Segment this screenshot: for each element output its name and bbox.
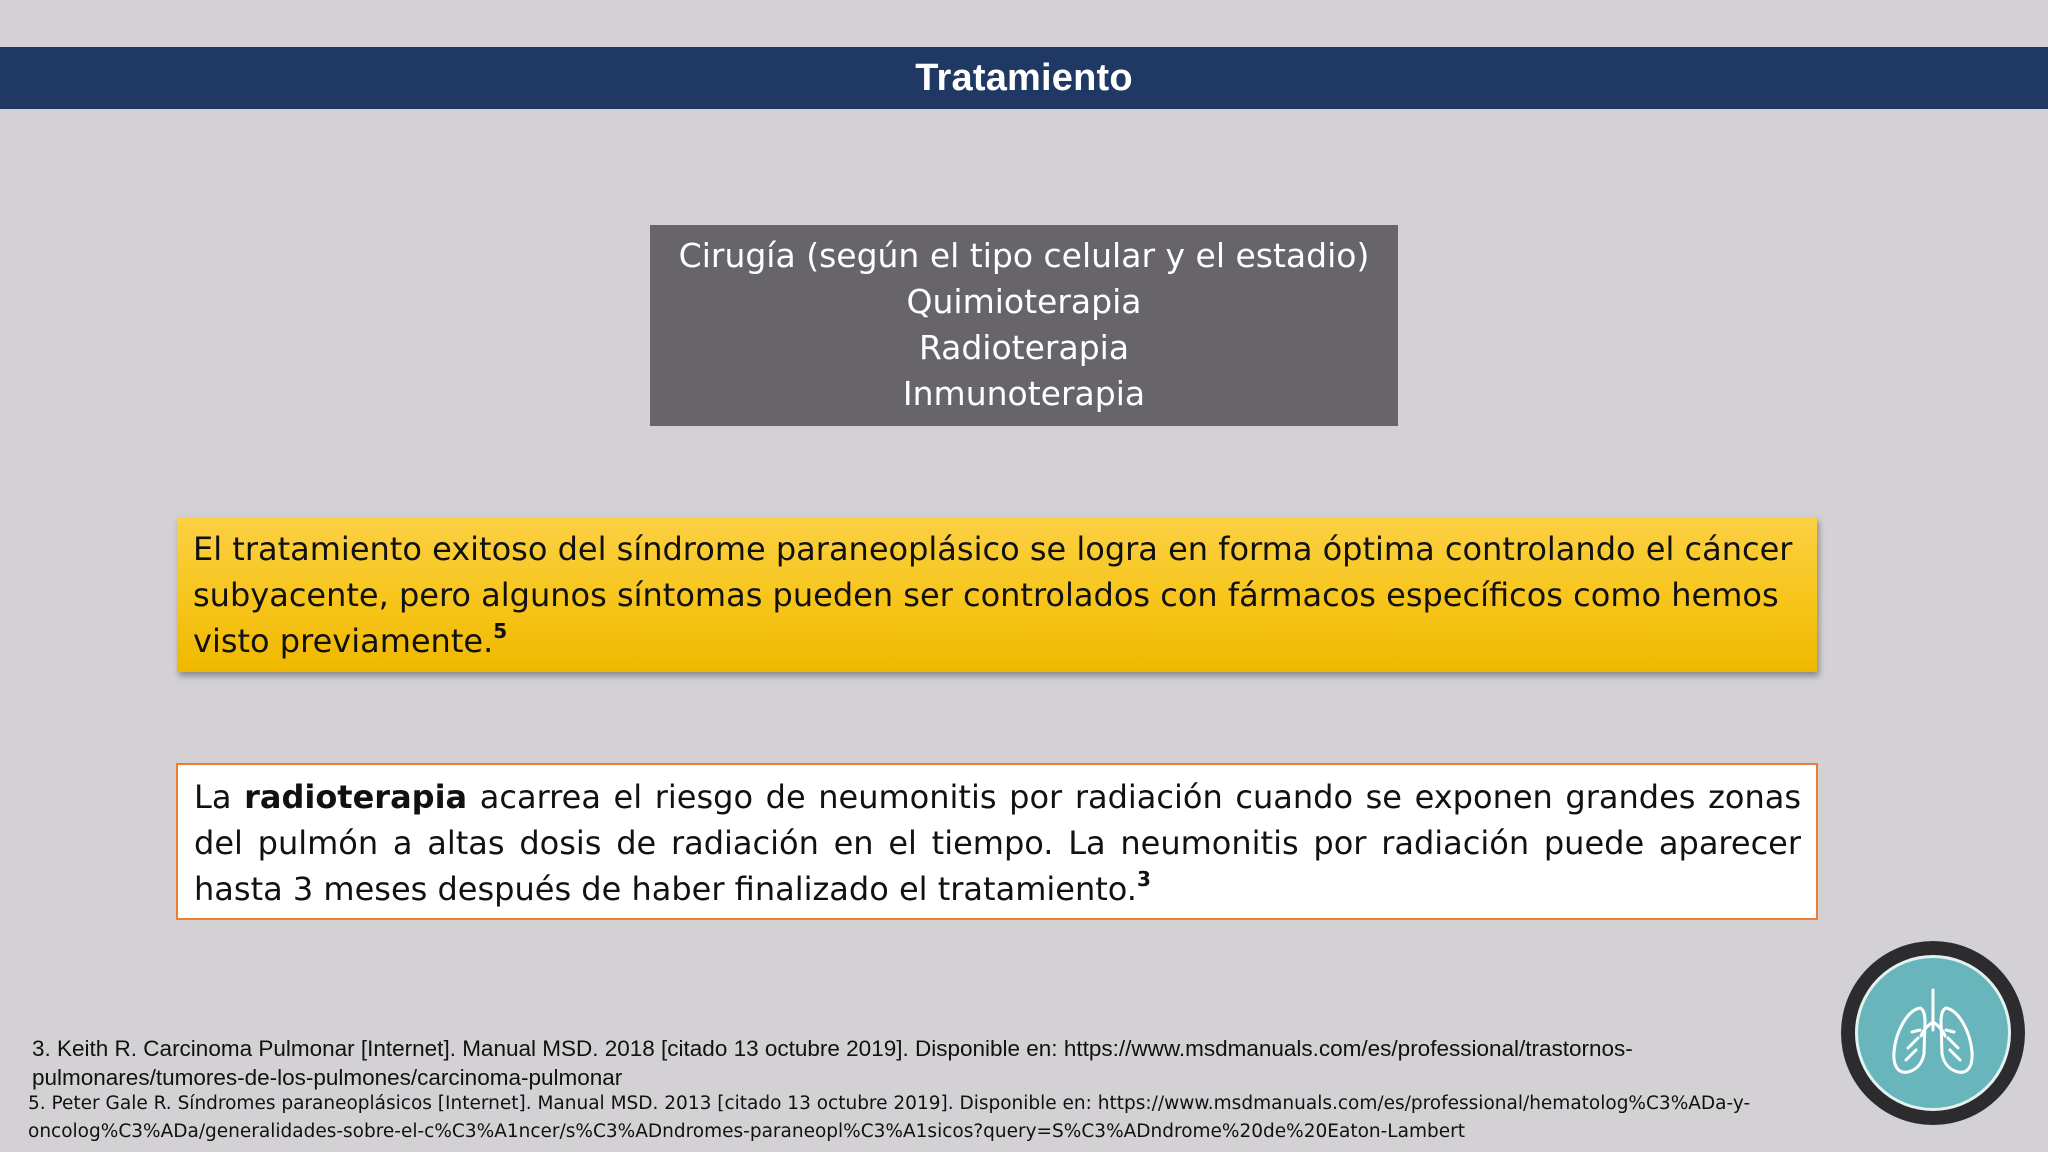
option-immunotherapy: Inmunoterapia bbox=[902, 374, 1146, 413]
note-text: acarrea el riesgo de neumonitis por radiación cuando se exponen grandes zonas del pulmón a altas dosis de radiación en el tiempo. La neumonitis por radiación puede aparecer hasta 3 meses después de haber finalizado el tratamiento. bbox=[194, 778, 1802, 908]
option-radiotherapy: Radioterapia bbox=[918, 328, 1130, 367]
option-chemotherapy: Quimioterapia bbox=[906, 282, 1142, 321]
note-lead: La bbox=[194, 778, 232, 816]
highlight-citation: 5 bbox=[493, 619, 508, 643]
highlight-text: El tratamiento exitoso del síndrome paraneoplásico se logra en forma óptima controlando el cáncer subyacente, pero algunos síntomas pueden ser controlados con fármacos específicos como hemos visto previamente. bbox=[193, 530, 1793, 660]
note-bold-term: radioterapia bbox=[244, 778, 468, 816]
logo-inner bbox=[1855, 955, 2011, 1111]
treatment-options-box bbox=[650, 225, 1398, 426]
title-bar bbox=[0, 47, 2048, 109]
reference-3: 3. Keith R. Carcinoma Pulmonar [Internet]. Manual MSD. 2018 [citado 13 octubre 2019]. Disponible en: https://www.msdmanuals.com/es/professional/trastornos-pulmonares/tumores-de-los-pulmones/carcinoma-pulmonar bbox=[32, 1036, 1633, 1090]
option-surgery: Cirugía (según el tipo celular y el estadio) bbox=[678, 236, 1370, 275]
logo bbox=[1841, 941, 2025, 1125]
lungs-icon bbox=[1878, 978, 1988, 1088]
note-citation: 3 bbox=[1136, 867, 1151, 891]
highlight-box bbox=[177, 517, 1817, 672]
slide-title: Tratamiento bbox=[915, 56, 1133, 99]
reference-5: 5. Peter Gale R. Síndromes paraneoplásicos [Internet]. Manual MSD. 2013 [citado 13 octubre 2019]. Disponible en: https://www.msdmanuals.com/es/professional/hematolog%C3%ADa-y-oncolog%C3%ADa/generalidades-sobre-el-c%C3%A1ncer/s%C3%ADndromes-paraneopl%C3%A1sicos?query=S%C3%ADndrome%20de%20Eaton-Lambert bbox=[28, 1093, 1751, 1142]
radiotherapy-note-box bbox=[176, 763, 1818, 920]
